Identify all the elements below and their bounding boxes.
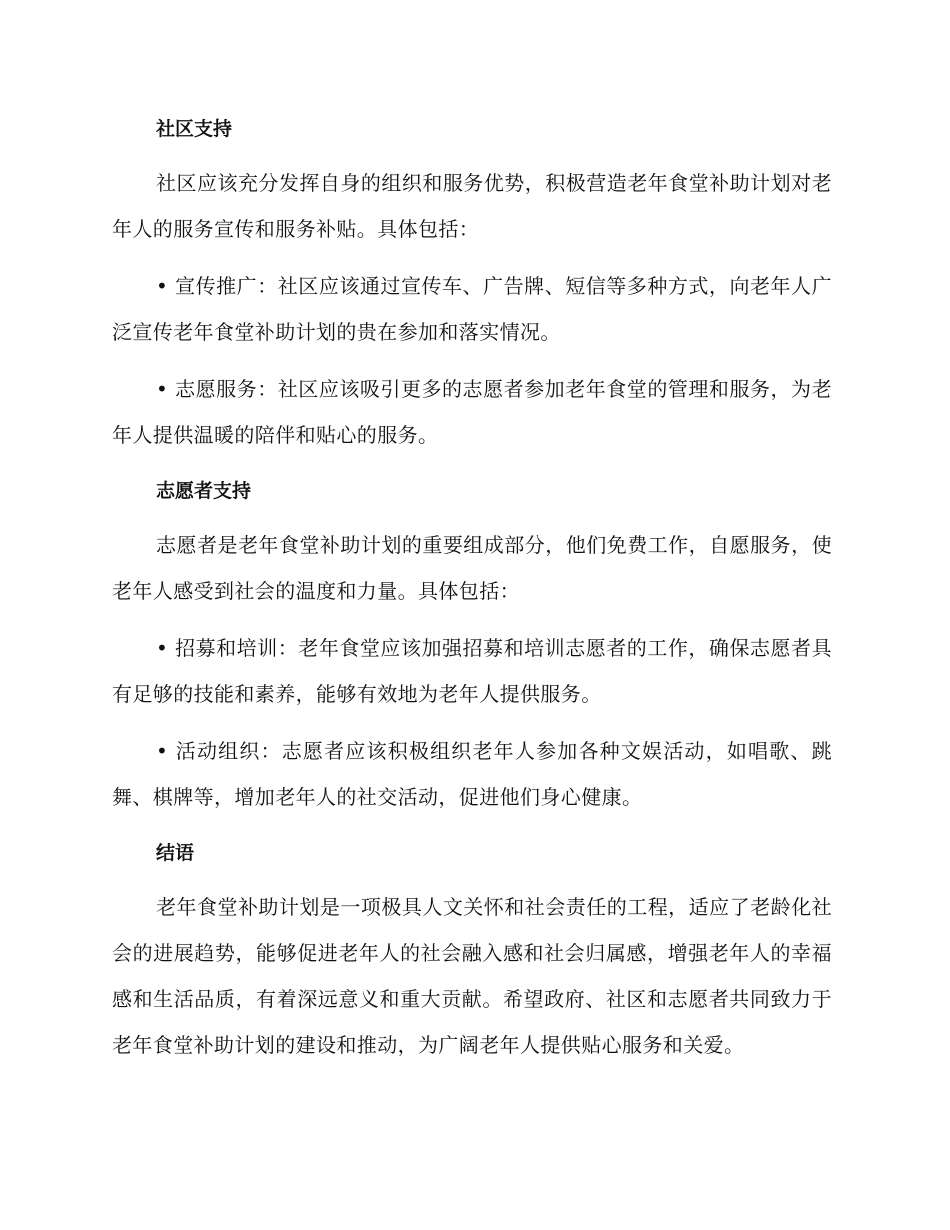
bullet-publicity: • 宣传推广：社区应该通过宣传车、广告牌、短信等多种方式，向老年人广泛宣传老年食堂补助计划的贵在参加和落实情况。 — [112, 274, 832, 344]
document-body — [112, 112, 832, 1068]
paragraph-volunteer-intro: 志愿者是老年食堂补助计划的重要组成部分，他们免费工作，自愿服务，使老年人感受到社会的温度和力量。具体包括： — [112, 533, 832, 603]
bullet-activity-organization: • 活动组织：志愿者应该积极组织老年人参加各种文娱活动，如唱歌、跳舞、棋牌等，增加老年人的社交活动，促进他们身心健康。 — [112, 739, 832, 809]
section-heading-community-support: 社区支持 — [156, 118, 233, 140]
section-heading-volunteer-support: 志愿者支持 — [156, 480, 252, 502]
bullet-volunteer-service: • 志愿服务：社区应该吸引更多的志愿者参加老年食堂的管理和服务，为老年人提供温暖的陪伴和贴心的服务。 — [112, 377, 832, 447]
section-heading-conclusion: 结语 — [156, 842, 195, 864]
paragraph-conclusion: 老年食堂补助计划是一项极具人文关怀和社会责任的工程，适应了老龄化社会的进展趋势，能够促进老年人的社会融入感和社会归属感，增强老年人的幸福感和生活品质，有着深远意义和重大贡献。希望政府、社区和志愿者共同致力于老年食堂补助计划的建设和推动，为广阔老年人提供贴心服务和关爱。 — [112, 895, 832, 1057]
bullet-recruitment-training: • 招募和培训：老年食堂应该加强招募和培训志愿者的工作，确保志愿者具有足够的技能和素养，能够有效地为老年人提供服务。 — [112, 636, 832, 706]
paragraph-community-intro: 社区应该充分发挥自身的组织和服务优势，积极营造老年食堂补助计划对老年人的服务宣传和服务补贴。具体包括： — [112, 171, 832, 241]
